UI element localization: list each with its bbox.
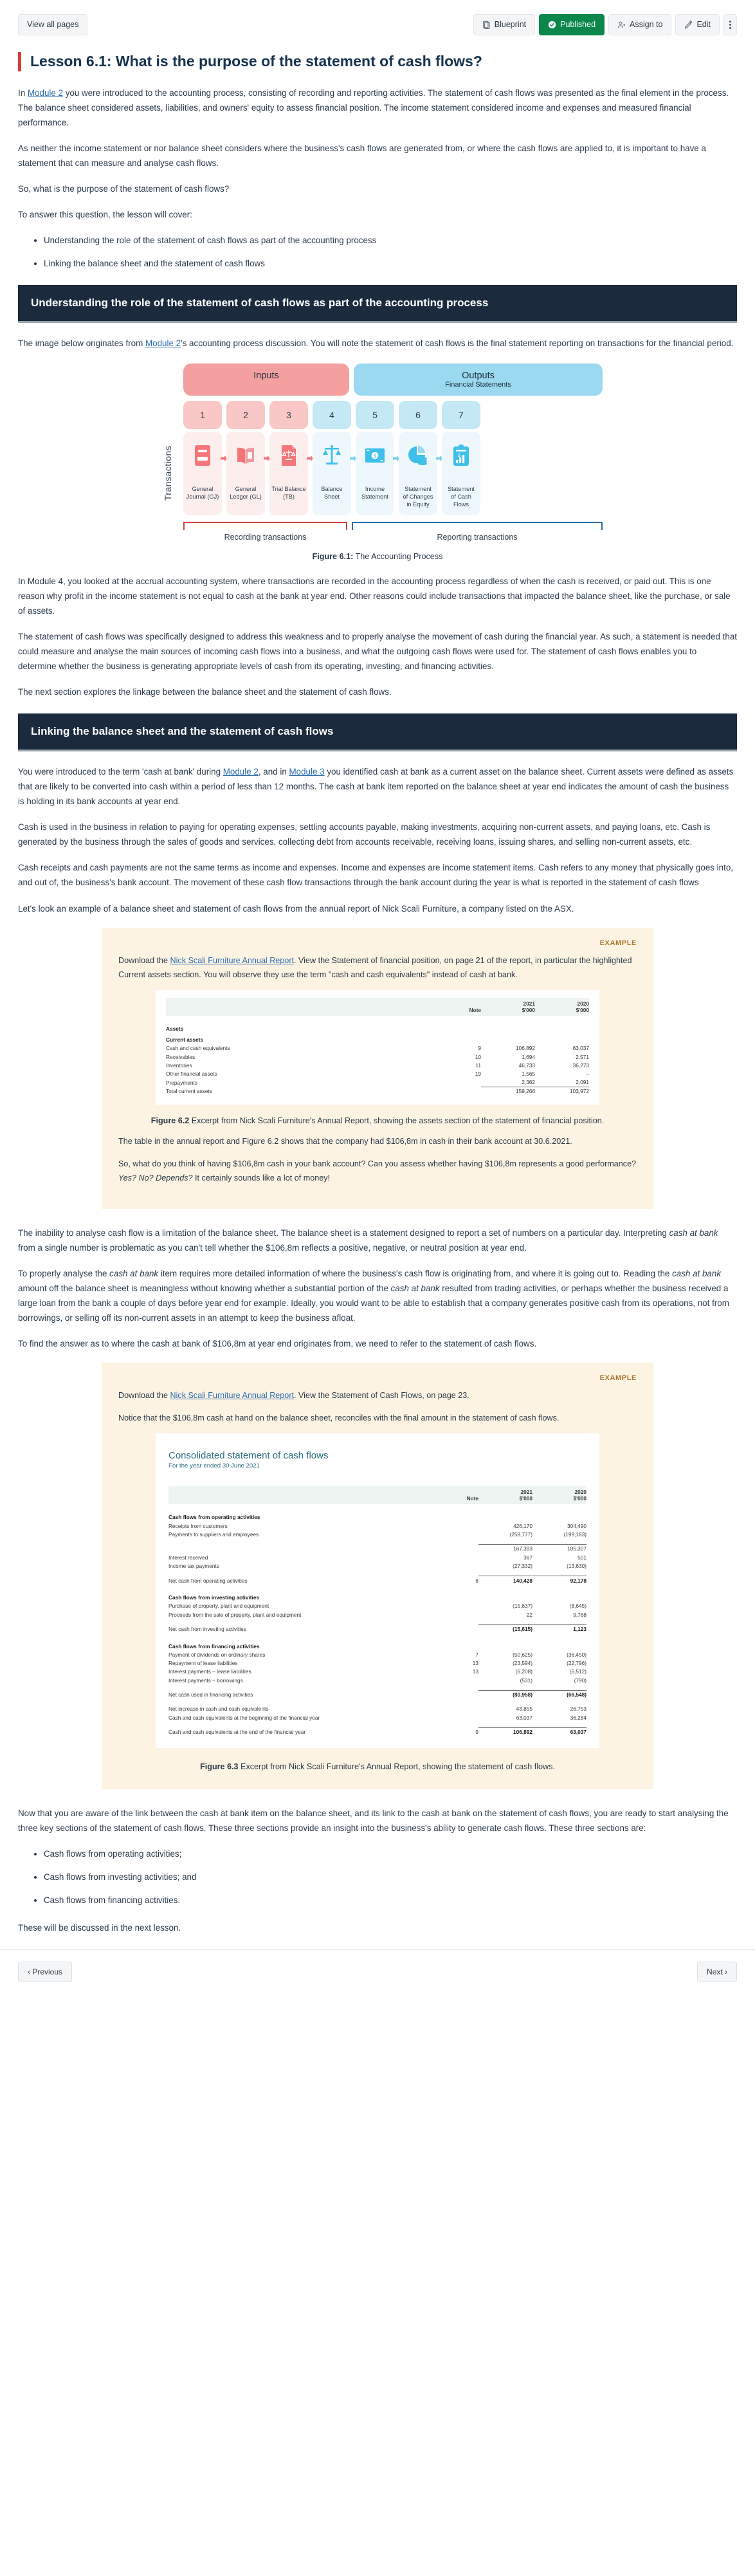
section2-paragraph-1: [18, 764, 737, 809]
table-row: [168, 1544, 587, 1553]
balance-sheet-excerpt: [156, 990, 599, 1105]
table-row: [168, 1727, 587, 1736]
row-note: [441, 1690, 478, 1699]
row-value-2021: 63,037: [516, 1714, 532, 1721]
list-item: • Understanding the role of the statement of cash flows as part of the accounting process: [44, 233, 737, 248]
step-caption: Statement of Cash Flows: [448, 486, 475, 508]
figure-6-2-caption-label: Figure 6.2: [150, 1116, 190, 1125]
module-3-link[interactable]: Module 3: [289, 767, 325, 777]
row-value-2021: 106,892: [478, 1727, 532, 1736]
table-row: [168, 1522, 587, 1530]
edit-label: Edit: [696, 20, 711, 30]
figure-6-3-caption-label: Figure 6.3: [200, 1762, 239, 1771]
step-caption: General Journal (GJ): [186, 486, 219, 501]
row-label: Repayment of lease liabilities: [168, 1660, 238, 1667]
row-note: [441, 1553, 478, 1561]
previous-button[interactable]: ‹ Previous: [18, 1962, 72, 1982]
row-value-2021: 22: [526, 1611, 532, 1618]
svg-text:$: $: [373, 454, 377, 460]
example1-paragraph-1: [118, 953, 637, 982]
step-caption: Income Statement: [361, 486, 388, 501]
row-label: Receipts from customers: [168, 1522, 228, 1529]
section3-paragraph-2: To properly analyse the cash at bank item requires more detailed information of where the business's cash flow is originating from, and where it is going out to. Reading the cash at bank amount off the balance sheet is meaningless without knowing whether a substantial portion of the cash at bank resulted from trading activities, or perhaps whether the business received a large loan from the bank a couple of days before year end for example. Ideally, you would want to be able to establish that a company generates positive cash from its operations, not from borrowings, or selling off its non-current assets in an attempt to keep the business afloat.: [18, 1269, 729, 1323]
intro-p1-a: In: [18, 87, 28, 98]
figure-6-3-caption: [118, 1762, 637, 1771]
row-label: Cash flows from operating activities: [168, 1514, 260, 1521]
blueprint-label: Blueprint: [494, 20, 527, 30]
cash-flow-statement-excerpt: [156, 1433, 599, 1747]
diagram-step-cash-flows: [442, 432, 480, 515]
recording-transactions-label: Recording transactions: [224, 532, 307, 542]
row-note: [441, 1610, 478, 1619]
row-value-2020: 63,037: [532, 1727, 587, 1736]
view-all-pages-button[interactable]: View all pages: [18, 14, 87, 35]
table-spacer-row: [168, 1722, 587, 1727]
row-note: [441, 1602, 478, 1610]
scales-document-icon: [280, 441, 298, 470]
row-value-2021: 426,170: [513, 1522, 532, 1529]
section-banner-linking: Linking the balance sheet and the statement of cash flows: [18, 713, 737, 751]
example-callout-cash-flows: [102, 1363, 653, 1789]
table-row: Cash and cash equivalents 9 106,892 63,037: [166, 1045, 589, 1052]
more-options-button[interactable]: [723, 14, 737, 35]
table-row: Receivables 10 1,694 2,571: [166, 1053, 589, 1060]
row-note: [441, 1561, 478, 1570]
row-note: 13: [472, 1660, 478, 1667]
table-spacer-row: [168, 1570, 587, 1576]
transactions-axis-label: Transactions: [163, 446, 173, 501]
s2-p1-b: , and in: [258, 767, 289, 777]
intro-paragraph-2: As neither the income statement or nor balance sheet considers where the business's cash flows are generated from, or where the cash flows are applied to, it is important to have a statement that can measure and analyse cash flows.: [18, 143, 706, 169]
section2-paragraph-2: Cash is used in the business in relation to paying for operating expenses, settling accounts payable, making investments, acquiring non-current assets, and paying loans, etc. Cash is generated by the business through the sales of goods and services, collecting debt from accounts receivable, receiving loans, issuing shares, and selling non-current assets, etc.: [18, 822, 711, 847]
row-label: Payments to suppliers and employees: [168, 1531, 259, 1538]
hdr-2021: 2021 $'000: [478, 1486, 532, 1504]
table-row: [168, 1602, 587, 1610]
row-value-2020: (6,512): [569, 1668, 587, 1675]
hdr-blank: [168, 1486, 441, 1504]
step-caption: General Ledger (GL): [230, 486, 262, 501]
row-note: [441, 1510, 478, 1522]
person-assign-icon: [617, 21, 626, 29]
row-value-2020: 92,178: [532, 1576, 587, 1585]
row-value-2020: 9,768: [573, 1611, 587, 1618]
row-value-2021: [478, 1639, 532, 1651]
hdr-2020: 2020 $'000: [532, 1486, 587, 1504]
row-value-2021: [478, 1510, 532, 1522]
row-value-2021: (27,332): [513, 1562, 532, 1569]
figure-6-3-caption-text: Excerpt from Nick Scali Furniture's Annual Report, showing the statement of cash flows.: [238, 1762, 555, 1771]
step-number: 3: [269, 401, 308, 429]
list-item: • Cash flows from investing activities; and: [44, 1870, 737, 1884]
table-spacer-row: [168, 1538, 587, 1544]
table-row: Other financial assets 19 1,565 –: [166, 1070, 589, 1077]
row-note: [441, 1522, 478, 1530]
section1-paragraph-1: [18, 336, 737, 351]
intro-paragraph-4: To answer this question, the lesson will cover:: [18, 210, 192, 220]
row-note: [441, 1676, 478, 1684]
row-value-2020: 1,123: [532, 1624, 587, 1633]
intro-paragraph-1: [18, 86, 737, 130]
lesson-content: [0, 52, 755, 1935]
table-row: Total current assets 159,266 103,972: [166, 1087, 589, 1096]
diagram-step-numbers: [183, 401, 603, 429]
lesson-footer-nav: [0, 1949, 755, 1999]
figure-6-1: [18, 363, 737, 560]
page-toolbar: [0, 0, 755, 35]
row-value-2021: (258,777): [509, 1531, 532, 1538]
row-note: [441, 1590, 478, 1602]
assign-to-label: Assign to: [630, 20, 663, 30]
table-spacer-row: [168, 1585, 587, 1590]
table-row: [168, 1576, 587, 1585]
annual-report-link[interactable]: Nick Scali Furniture Annual Report: [170, 1391, 295, 1401]
page-title: Lesson 6.1: What is the purpose of the statement of cash flows?: [18, 52, 737, 71]
table-row: [168, 1713, 587, 1722]
toolbar-actions: [473, 14, 737, 35]
example2-paragraph-2: Notice that the $106,8m cash at hand on the balance sheet, reconciles with the final amount in the statement of cash flows.: [118, 1413, 559, 1423]
row-value-2020: (13,630): [567, 1562, 587, 1569]
table-row: [168, 1530, 587, 1538]
step-number: 7: [442, 401, 480, 429]
blueprint-button[interactable]: [473, 14, 535, 35]
section3-paragraph-1: The inability to analyse cash flow is a limitation of the balance sheet. The balance sheet is a statement designed to report a set of numbers on a particular day. Interpreting cash at bank from a single number is problematic as you can't tell whether the $106,8m reflects a positive, negative, or neutral position at year end.: [18, 1228, 718, 1253]
row-value-2020: [532, 1590, 587, 1602]
e1-p1-a: Download the: [118, 955, 170, 965]
step-number: 6: [399, 401, 437, 429]
list-item: • Linking the balance sheet and the statement of cash flows: [44, 256, 737, 271]
s1-p1-b: 's accounting process discussion. You will note the statement of cash flows is the final statement reporting on transactions for the financial period.: [181, 338, 734, 349]
lesson-outline-list: [18, 233, 737, 271]
closing-bullets: [18, 1846, 737, 1908]
diagram-brackets: [183, 522, 603, 531]
row-value-2021: (23,594): [513, 1660, 532, 1667]
s1-p1-a: The image below originates from: [18, 338, 145, 349]
row-value-2020: [532, 1639, 587, 1651]
check-circle-icon: [548, 21, 556, 29]
row-label: Net cash from investing activities: [168, 1626, 246, 1633]
figure-6-2-caption: [118, 1116, 637, 1125]
row-value-2020: 501: [578, 1554, 587, 1561]
section3-paragraph-3: To find the answer as to where the cash at bank of $106,8m at year end originates from, we need to refer to the statement of cash flows.: [18, 1339, 537, 1349]
table-row: [168, 1659, 587, 1668]
table-row: [168, 1610, 587, 1619]
diagram-bracket-labels: [183, 533, 603, 542]
row-note: 9: [475, 1729, 478, 1736]
table-row: Prepayments 2,382 2,091: [166, 1079, 589, 1086]
blueprint-icon: [482, 21, 491, 29]
row-value-2020: [532, 1510, 587, 1522]
step-number: 2: [226, 401, 265, 429]
row-label: Cash and cash equivalents at the end of the financial year: [168, 1729, 306, 1736]
list-item: • Cash flows from operating activities;: [44, 1846, 737, 1861]
row-value-2021: 140,428: [478, 1576, 532, 1585]
row-value-2021: 167,393: [478, 1544, 532, 1553]
row-label: Payment of dividends on ordinary shares: [168, 1651, 266, 1658]
hdr-note: Note: [444, 998, 481, 1016]
list-item: • Cash flows from financing activities.: [44, 1893, 737, 1908]
row-value-2021: 367: [523, 1554, 532, 1561]
svg-text:$: $: [458, 454, 460, 459]
table-row: [168, 1676, 587, 1684]
row-value-2021: (531): [520, 1677, 532, 1684]
table-row: [168, 1650, 587, 1659]
intro-paragraph-3: So, what is the purpose of the statement of cash flows?: [18, 184, 230, 194]
row-label: Proceeds from the sale of property, plant and equipment: [168, 1611, 302, 1618]
banknote-icon: [365, 441, 385, 470]
row-value-2021: (15,615): [478, 1624, 532, 1633]
clipboard-chart-icon: [453, 441, 469, 470]
diagram-step-general-ledger: [226, 432, 265, 515]
table-spacer-row: [168, 1684, 587, 1690]
step-number: 1: [183, 401, 222, 429]
accounting-process-diagram: [152, 363, 603, 541]
section-banner-understanding-role: Understanding the role of the statement of cash flows as part of the accounting process: [18, 285, 737, 323]
inputs-label: Inputs: [253, 371, 279, 382]
cash-flow-table-body: [168, 1510, 587, 1736]
section1-paragraph-2: In Module 4, you looked at the accrual accounting system, where transactions are recorded in the accounting process regardless of when the cash is received, or paid out. This is one reason why profit in the income statement is not equal to cash at the bank at year end. Other reasons could include transactions that impacted the balance sheet, like the purchase, or sale of assets.: [18, 576, 731, 616]
table-row: [168, 1590, 587, 1602]
figure-6-1-caption-label: Figure 6.1:: [312, 551, 354, 561]
table-row: [168, 1639, 587, 1651]
published-button[interactable]: [539, 14, 605, 35]
module-2-link[interactable]: Module 2: [27, 87, 63, 98]
diagram-step-columns: [183, 432, 603, 515]
row-value-2020: 304,490: [567, 1522, 587, 1529]
cash-flow-statement-title: Consolidated statement of cash flows: [168, 1450, 329, 1462]
table-spacer-row: [168, 1633, 587, 1639]
closing-paragraph-2: These will be discussed in the next lesson.: [18, 1923, 181, 1933]
row-label: Net cash used in financing activities: [168, 1691, 253, 1698]
diagram-outputs-header: [354, 363, 603, 396]
row-label: Net increase in cash and cash equivalents: [168, 1706, 269, 1713]
edit-button[interactable]: [675, 14, 720, 35]
outputs-sublabel: Financial Statements: [445, 381, 511, 389]
row-value-2021: [478, 1590, 532, 1602]
row-label: Interest payments – borrowings: [168, 1677, 243, 1684]
journal-book-icon: [194, 441, 212, 470]
annual-report-link[interactable]: Nick Scali Furniture Annual Report: [170, 955, 295, 965]
step-caption: Trial Balance (TB): [271, 486, 306, 501]
diagram-step-balance-sheet: [313, 432, 351, 515]
pie-coins-icon: [408, 441, 428, 470]
balance-scale-icon: [322, 441, 341, 470]
row-label: Cash flows from financing activities: [168, 1642, 260, 1650]
row-note: 8: [475, 1577, 478, 1584]
closing-paragraph-1: Now that you are aware of the link between the cash at bank item on the balance sheet, and its link to the cash at bank on the statement of cash flows, you are ready to start analysing the three key sections of the statement of cash flows. These three sections provide an insight into the business's ability to generate cash flows. These three sections are:: [18, 1808, 729, 1833]
table-row: [168, 1553, 587, 1561]
diagram-step-general-journal: [183, 432, 222, 515]
row-note: [441, 1705, 478, 1713]
open-ledger-icon: [236, 441, 255, 470]
diagram-inputs-header: [183, 363, 349, 396]
row-value-2020: (66,548): [532, 1690, 587, 1699]
row-note: [441, 1713, 478, 1722]
table-row: [168, 1510, 587, 1522]
row-value-2020: 105,307: [532, 1544, 587, 1553]
section2-paragraph-3: Cash receipts and cash payments are not the same terms as income and expenses. Income and expenses are income statement items. Cash refers to any money that physically goes into, and out of, the business's bank account. The movement of these cash flow transactions through the bank account during the year is what is reported in the statement of cash flows: [18, 863, 733, 888]
table-header-row: [168, 1486, 587, 1504]
kebab-menu-icon: [729, 21, 731, 29]
row-label: Purchase of property, plant and equipment: [168, 1603, 269, 1610]
section2-paragraph-4: Let's look an example of a balance sheet and statement of cash flows from the annual report of Nick Scali Furniture, a company listed on the ASX.: [18, 903, 574, 914]
row-label: Cash and cash equivalents at the beginning of the financial year: [168, 1714, 320, 1721]
example-callout-balance-sheet: [102, 928, 653, 1209]
figure-6-1-caption: [18, 552, 737, 561]
row-label: [168, 1544, 441, 1553]
assign-to-button[interactable]: [608, 14, 671, 35]
example1-paragraph-2: The table in the annual report and Figure 6.2 shows that the company had $106,8m in cash in their bank account at 30.6.2021.: [118, 1136, 572, 1146]
row-value-2021: (50,625): [513, 1651, 532, 1658]
diagram-headers: [183, 363, 603, 396]
table-spacer-row: [168, 1699, 587, 1705]
diagram-step-changes-in-equity: [399, 432, 437, 515]
row-label: Interest payments – lease liabilities: [168, 1668, 251, 1675]
table-row: Assets: [166, 1025, 184, 1032]
s2-p1-a: You were introduced to the term 'cash at bank' during: [18, 767, 223, 777]
example2-paragraph-1: Download the Nick Scali Furniture Annual Report. View the Statement of Cash Flows, on page 23.: [118, 1391, 469, 1401]
figure-6-1-caption-text: The Accounting Process: [353, 551, 443, 561]
row-value-2020: (790): [574, 1677, 587, 1684]
step-caption: Statement of Changes in Equity: [403, 486, 433, 508]
row-note: [441, 1530, 478, 1538]
row-value-2020: (22,796): [567, 1660, 587, 1667]
step-number: 4: [313, 401, 351, 429]
row-value-2020: 36,284: [570, 1714, 587, 1721]
outputs-label: Outputs: [462, 371, 495, 382]
row-value-2020: (199,183): [563, 1531, 587, 1538]
diagram-step-trial-balance: [269, 432, 308, 515]
recording-bracket: [183, 522, 347, 531]
example-tag: EXAMPLE: [599, 1374, 637, 1383]
row-note: [441, 1544, 478, 1553]
section1-paragraph-4: The next section explores the linkage between the balance sheet and the statement of cash flows.: [18, 687, 392, 697]
e1-p1-b: . View the Statement of financial position, on page 21 of the report, in particular the highlighted Current assets section. You will observe they use the term "cash and cash equivalents" instead of cash at bank.: [118, 955, 632, 979]
reporting-bracket: [352, 522, 603, 531]
diagram-body: [152, 432, 603, 515]
table-row: [168, 1690, 587, 1699]
reporting-transactions-label: Reporting transactions: [437, 532, 518, 542]
example1-paragraph-3: So, what do you think of having $106,8m cash in your bank account? Can you assess whether having $106,8m represents a good performance? Yes? No? Depends? It certainly sounds like a lot of money!: [118, 1159, 637, 1182]
row-note: 13: [472, 1668, 478, 1675]
step-number: 5: [356, 401, 394, 429]
hdr-2020: 2020 $'000: [535, 998, 589, 1016]
table-header-row: [166, 998, 589, 1016]
row-value-2021: (80,958): [478, 1690, 532, 1699]
module-2-link[interactable]: Module 2: [223, 767, 259, 777]
row-value-2021: 43,855: [516, 1706, 532, 1713]
row-value-2020: 26,753: [570, 1706, 587, 1713]
diagram-step-income-statement: [356, 432, 394, 515]
cash-flow-statement-subtitle: For the year ended 30 June 2021: [168, 1462, 260, 1470]
table-row: Inventories 11 46,733 36,273: [166, 1062, 589, 1069]
row-note: 7: [475, 1651, 478, 1658]
step-caption: Balance Sheet: [321, 486, 343, 501]
section1-paragraph-3: The statement of cash flows was specifically designed to address this weakness and to properly analyse the movement of cash during the financial year. As such, a statement is needed that could measure and analyse the main sources of incoming cash flows into a business, and what the outgoing cash flows were used for. The statement of cash flows enables you to determine whether the business is generating appropriate levels of cash from its operating, investing, and financing activities.: [18, 631, 737, 671]
row-value-2020: (36,450): [567, 1651, 587, 1658]
table-spacer-row: [168, 1619, 587, 1624]
row-label: Income tax payments: [168, 1562, 219, 1569]
hdr-blank: [166, 998, 444, 1016]
module-2-link[interactable]: Module 2: [145, 338, 181, 349]
hdr-note: Note: [441, 1486, 478, 1504]
cash-flow-table: [168, 1486, 587, 1736]
row-note: [441, 1639, 478, 1651]
row-value-2020: (8,645): [569, 1603, 587, 1610]
row-label: Cash flows from investing activities: [168, 1594, 260, 1601]
figure-6-2-caption-text: Excerpt from Nick Scali Furniture's Annual Report, showing the assets section of the statement of financial position.: [189, 1116, 605, 1125]
published-label: Published: [560, 20, 596, 30]
row-label: Interest received: [168, 1554, 208, 1561]
row-value-2021: (6,208): [515, 1668, 532, 1675]
table-row: [168, 1668, 587, 1676]
hdr-2021: 2021 $'000: [481, 998, 535, 1016]
example-tag: EXAMPLE: [599, 939, 637, 947]
s2-p1-c: you identified cash at bank as a current asset on the balance sheet. Current assets were defined as assets that are likely to be converted into cash within a period of less than 12 months. The cash at bank item reported on the balance sheet at year end indicates the amount of cash the business is holding in its bank accounts at year end.: [18, 767, 734, 807]
table-row: [168, 1705, 587, 1713]
intro-p1-b: you were introduced to the accounting process, consisting of recording and reporting activities. The statement of cash flows was presented as the final element in the process. The balance sheet considered assets, liabilities, and owners' equity to assess financial position. The income statement considered income and expenses and measured financial performance.: [18, 87, 729, 127]
row-note: [441, 1624, 478, 1633]
row-value-2021: (15,637): [513, 1603, 532, 1610]
table-row: [168, 1624, 587, 1633]
pencil-icon: [684, 21, 693, 29]
table-row: Current assets: [166, 1036, 204, 1044]
table-row: [168, 1561, 587, 1570]
next-button[interactable]: Next ›: [697, 1962, 737, 1982]
row-label: Net cash from operating activities: [168, 1577, 248, 1584]
balance-sheet-table: [166, 998, 589, 1096]
